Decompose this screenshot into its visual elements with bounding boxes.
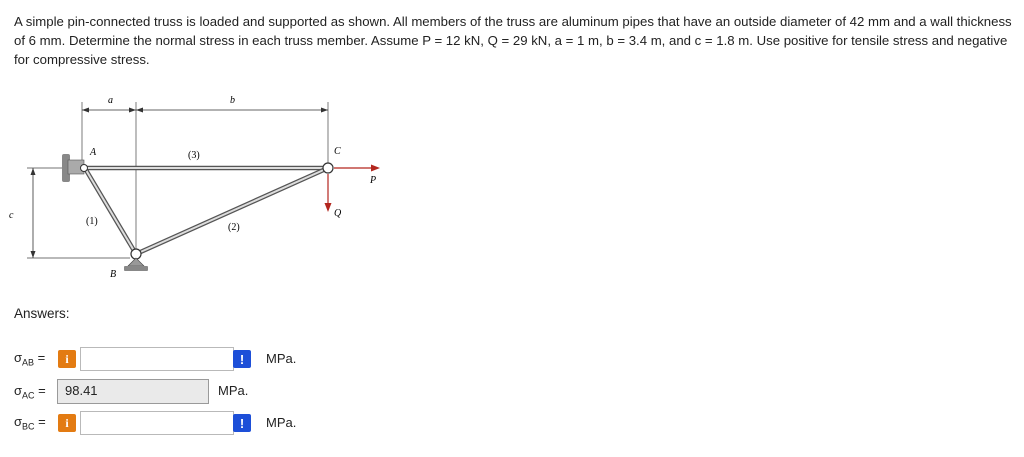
pin-C bbox=[323, 163, 333, 173]
ground-support bbox=[124, 266, 148, 271]
unit-mpa-ab: MPa. bbox=[266, 351, 297, 366]
member-1-label: (1) bbox=[86, 216, 98, 227]
alert-icon[interactable]: ! bbox=[233, 350, 251, 368]
node-A-label: A bbox=[90, 147, 97, 158]
sigma-ab-input[interactable] bbox=[80, 347, 234, 371]
truss-figure bbox=[0, 88, 400, 293]
answer-row-ac bbox=[14, 379, 58, 405]
unit-mpa-bc: MPa. bbox=[266, 415, 297, 430]
sigma-bc-label: $\sigma_{BC}$ = bbox=[14, 414, 46, 432]
sigma-ab-label: $\sigma_{AB}$ = bbox=[14, 350, 46, 368]
problem-statement: A simple pin-connected truss is loaded and supported as shown. All members of the truss are aluminum pipes that have an outside diameter of 42 mm and a wall thickness of 6 mm. Determine the normal stress in each truss member. Assume P = 12 kN, Q = 29 kN, a = 1 m, b = 3.4 m, and c = 1.8 m. Use positive for tensile stress and negative for compressive stress. bbox=[14, 14, 1012, 67]
member-2-label: (2) bbox=[228, 222, 240, 233]
sigma-ac-label: $\sigma_{AC}$ = bbox=[14, 383, 46, 401]
node-B-label: B bbox=[110, 269, 117, 280]
member-3-label: (3) bbox=[188, 150, 200, 161]
label-b: b bbox=[230, 95, 235, 106]
info-icon[interactable]: i bbox=[58, 414, 76, 432]
pin-B bbox=[131, 249, 141, 259]
answer-row-ab bbox=[14, 346, 76, 372]
info-icon[interactable]: i bbox=[58, 350, 76, 368]
answers-heading: Answers: bbox=[14, 306, 70, 321]
alert-icon[interactable]: ! bbox=[233, 414, 251, 432]
sigma-ac-input[interactable]: 98.41 bbox=[57, 379, 209, 404]
sigma-bc-input[interactable] bbox=[80, 411, 234, 435]
label-a: a bbox=[108, 95, 113, 106]
unit-mpa-ac: MPa. bbox=[218, 383, 249, 398]
label-c: c bbox=[9, 210, 14, 221]
load-P-label: P bbox=[370, 175, 377, 186]
node-C-label: C bbox=[334, 146, 341, 157]
pin-A bbox=[81, 165, 88, 172]
answer-row-bc bbox=[14, 410, 76, 436]
load-Q-label: Q bbox=[334, 208, 342, 219]
